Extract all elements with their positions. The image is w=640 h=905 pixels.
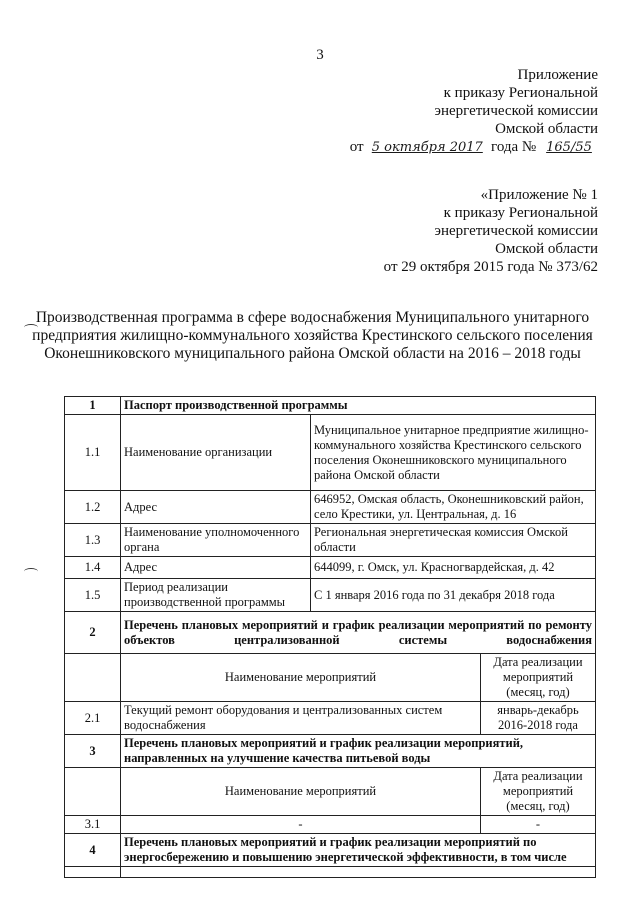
production-program-table — [64, 396, 596, 878]
row-label: Адрес — [121, 491, 311, 524]
document-title: Производственная программа в сфере водоснабжения Муниципального унитарного предприятия жилищно-коммунального хозяйства Крестинского сельского поселения Оконешниковского муниципального района Омской области на 2016 – 2018 годы — [32, 309, 593, 362]
row-label: Наименование организации — [121, 415, 311, 491]
appendix-header — [350, 66, 598, 157]
row-value: Региональная энергетическая комиссия Омской области — [311, 524, 596, 557]
table-row — [65, 491, 596, 524]
table-row — [65, 816, 596, 834]
column-header-row — [65, 768, 596, 816]
appendix-line: к приказу Региональной — [443, 85, 598, 101]
measure-name: - — [121, 816, 481, 834]
row-number: 1.2 — [65, 491, 121, 524]
table-row — [65, 579, 596, 612]
row-value: Муниципальное унитарное предприятие жилищно-коммунального хозяйства Крестинского сельского поселения Оконешниковского муниципального района Омской области — [311, 415, 596, 491]
measure-date: - — [481, 816, 596, 834]
handwritten-order-number: 165/55 — [546, 140, 592, 155]
table-row-continuation — [65, 867, 596, 878]
year-number-word: года № — [491, 139, 537, 155]
empty-cell — [65, 768, 121, 816]
section-number: 2 — [65, 612, 121, 654]
column-header-date: Дата реализации мероприятий (месяц, год) — [481, 768, 596, 816]
row-number: 2.1 — [65, 702, 121, 735]
handwritten-date: 5 октября 2017 — [371, 140, 483, 155]
appendix-line: Омской области — [495, 121, 598, 137]
row-label: Наименование уполномоченного органа — [121, 524, 311, 557]
row-number: 1.5 — [65, 579, 121, 612]
row-number: 1.3 — [65, 524, 121, 557]
section-number: 3 — [65, 735, 121, 768]
from-word: от — [349, 139, 364, 155]
section-heading: Паспорт производственной программы — [121, 397, 596, 415]
column-header-row — [65, 654, 596, 702]
section-heading: Перечень плановых мероприятий и график реализации мероприятий по ремонту объектов централизованной системы водоснабжения — [121, 612, 596, 654]
order-date-line — [350, 138, 598, 157]
original-appendix-line: к приказу Региональной — [443, 205, 598, 221]
original-appendix-line: от 29 октября 2015 года № 373/62 — [383, 259, 598, 275]
margin-punch-mark — [24, 324, 38, 331]
section-row — [65, 612, 596, 654]
margin-punch-mark — [24, 568, 38, 575]
original-appendix-line: «Приложение № 1 — [480, 187, 598, 203]
section-heading: Перечень плановых мероприятий и график реализации мероприятий по энергосбережению и повышению энергетической эффективности, в том числе — [121, 834, 596, 867]
row-number: 3.1 — [65, 816, 121, 834]
appendix-line: Приложение — [517, 67, 598, 83]
column-header-date: Дата реализации мероприятий (месяц, год) — [481, 654, 596, 702]
section-row — [65, 735, 596, 768]
section-number: 1 — [65, 397, 121, 415]
original-appendix-line: энергетической комиссии — [434, 223, 598, 239]
column-header-name: Наименование мероприятий — [121, 654, 481, 702]
empty-cell — [65, 654, 121, 702]
original-appendix-line: Омской области — [495, 241, 598, 257]
column-header-name: Наименование мероприятий — [121, 768, 481, 816]
row-value: 646952, Омская область, Оконешниковский район, село Крестики, ул. Центральная, д. 16 — [311, 491, 596, 524]
row-value: 644099, г. Омск, ул. Красногвардейская, д. 42 — [311, 557, 596, 579]
section-row — [65, 834, 596, 867]
appendix-line: энергетической комиссии — [434, 103, 598, 119]
row-number: 1.4 — [65, 557, 121, 579]
table-row — [65, 415, 596, 491]
table-row — [65, 524, 596, 557]
measure-date: январь-декабрь 2016-2018 года — [481, 702, 596, 735]
row-value: С 1 января 2016 года по 31 декабря 2018 года — [311, 579, 596, 612]
row-label: Период реализации производственной программы — [121, 579, 311, 612]
section-heading: Перечень плановых мероприятий и график реализации мероприятий, направленных на улучшение качества питьевой воды — [121, 735, 596, 768]
row-label: Адрес — [121, 557, 311, 579]
section-row — [65, 397, 596, 415]
original-appendix-header — [384, 186, 598, 276]
section-number: 4 — [65, 834, 121, 867]
table-row — [65, 702, 596, 735]
measure-name: Текущий ремонт оборудования и централизованных систем водоснабжения — [121, 702, 481, 735]
row-number: 1.1 — [65, 415, 121, 491]
page-number: 3 — [316, 47, 324, 63]
table-row — [65, 557, 596, 579]
